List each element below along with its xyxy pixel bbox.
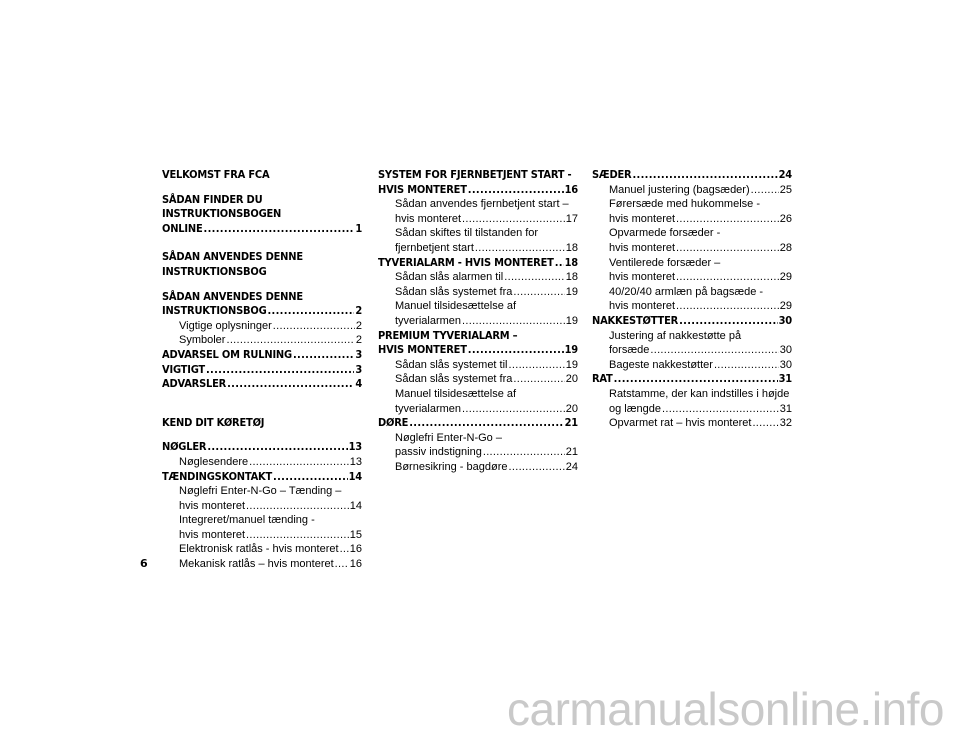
- toc-keyless-line1[interactable]: Nøglefri Enter-N-Go – Tænding –: [179, 485, 342, 498]
- leader-dots: [462, 314, 565, 329]
- toc-important[interactable]: [162, 363, 362, 378]
- toc-premium-off[interactable]: [378, 372, 578, 387]
- toc-label: ADVARSLER: [162, 377, 227, 391]
- toc-doors[interactable]: [378, 416, 578, 431]
- toc-welcome[interactable]: VELKOMST FRA FCA: [162, 168, 270, 181]
- leader-dots: [249, 455, 349, 470]
- watermark: carmanualsonline.info: [507, 683, 944, 735]
- toc-how-use-b-line1[interactable]: SÅDAN ANVENDES DENNE: [162, 289, 303, 303]
- toc-armrest[interactable]: [592, 299, 792, 314]
- toc-seats[interactable]: [592, 168, 792, 183]
- toc-page: 30: [779, 358, 792, 371]
- toc-page: 3: [355, 347, 362, 361]
- toc-page: 24: [565, 460, 578, 473]
- toc-page: 32: [779, 417, 792, 430]
- toc-label: Bageste nakkestøtter: [609, 358, 713, 371]
- toc-label: DØRE: [378, 416, 409, 430]
- toc-find-online-line1[interactable]: SÅDAN FINDER DU INSTRUKTIONSBOGEN: [162, 192, 282, 221]
- leader-dots: [676, 299, 779, 314]
- toc-page: 20: [565, 373, 578, 386]
- toc-page: 21: [564, 416, 578, 430]
- toc-memory-line1[interactable]: Førersæde med hukommelse -: [609, 198, 760, 211]
- toc-label: hvis monteret: [609, 300, 676, 313]
- toc-hr-front[interactable]: [592, 343, 792, 358]
- leader-dots: [273, 319, 355, 334]
- toc-integrated-line1[interactable]: Integreret/manuel tænding -: [179, 514, 315, 527]
- toc-keys[interactable]: [162, 440, 362, 455]
- toc-column-2: [378, 168, 578, 474]
- toc-premium-manual-line1[interactable]: Manuel tilsidesættelse af: [395, 387, 517, 400]
- toc-remote-start-line1[interactable]: SYSTEM FOR FJERNBETJENT START -: [378, 168, 572, 181]
- toc-page: 16: [564, 182, 578, 196]
- toc-page: 13: [349, 455, 362, 468]
- toc-passive[interactable]: [378, 445, 578, 460]
- leader-dots: [752, 416, 778, 431]
- toc-warnings[interactable]: [162, 377, 362, 392]
- toc-page: 30: [779, 344, 792, 357]
- toc-page: 26: [779, 212, 792, 225]
- leader-dots: [555, 256, 564, 271]
- toc-label: fjernbetjent start: [395, 241, 474, 254]
- toc-memory[interactable]: [592, 212, 792, 227]
- toc-keyless[interactable]: [162, 499, 362, 514]
- toc-label: Opvarmet rat – hvis monteret: [609, 417, 752, 430]
- leader-dots: [293, 348, 354, 363]
- toc-armrest-line1[interactable]: 40/20/40 armlæn på bagsæde -: [609, 285, 764, 298]
- toc-alarm-off[interactable]: [378, 285, 578, 300]
- toc-page: 2: [355, 334, 362, 347]
- toc-label: Elektronisk ratlås - hvis monteret: [179, 543, 339, 556]
- toc-rs-switch-line1[interactable]: Sådan skiftes til tilstanden for: [395, 227, 539, 240]
- leader-dots: [650, 343, 778, 358]
- leader-dots: [468, 343, 564, 358]
- leader-dots: [513, 285, 564, 300]
- leader-dots: [227, 377, 354, 392]
- toc-hr-front-line1[interactable]: Justering af nakkestøtte på: [609, 329, 742, 342]
- leader-dots: [632, 168, 777, 183]
- toc-column-3: [592, 168, 792, 431]
- toc-label: Vigtige oplysninger: [179, 319, 272, 332]
- toc-alarm-on[interactable]: [378, 270, 578, 285]
- toc-wheel[interactable]: [592, 372, 792, 387]
- toc-heated-wheel[interactable]: [592, 416, 792, 431]
- toc-heated[interactable]: [592, 241, 792, 256]
- toc-key-fob[interactable]: [162, 455, 362, 470]
- toc-page: 19: [565, 314, 578, 327]
- toc-alarm-manual-line1[interactable]: Manuel tilsidesættelse af: [395, 300, 517, 313]
- toc-label: Sådan slås alarmen til: [395, 271, 504, 284]
- leader-dots: [662, 402, 779, 417]
- toc-page: 16: [349, 543, 362, 556]
- toc-label: hvis monteret: [609, 212, 676, 225]
- toc-label: ADVARSEL OM RULNING: [162, 347, 292, 361]
- toc-label: hvis monteret: [179, 499, 246, 512]
- leader-dots: [676, 241, 779, 256]
- toc-label: hvis monteret: [609, 241, 676, 254]
- leader-dots: [475, 241, 565, 256]
- toc-label: forsæde: [609, 344, 650, 357]
- toc-label: tyverialarmen: [395, 402, 462, 415]
- leader-dots: [268, 304, 355, 319]
- toc-label: Sådan slås systemet fra: [395, 373, 513, 386]
- toc-page: 13: [348, 440, 362, 454]
- toc-page: 25: [779, 183, 792, 196]
- toc-page: 15: [349, 528, 362, 541]
- toc-label: hvis monteret: [179, 528, 246, 541]
- toc-tilt[interactable]: [592, 402, 792, 417]
- toc-label: TYVERIALARM - HVIS MONTERET: [378, 255, 554, 269]
- toc-page: 17: [565, 212, 578, 225]
- page-number: 6: [140, 557, 148, 570]
- leader-dots: [204, 222, 355, 237]
- toc-passive-line1[interactable]: Nøglefri Enter-N-Go –: [395, 431, 502, 444]
- toc-page: 14: [349, 499, 362, 512]
- toc-label: NØGLER: [162, 440, 207, 454]
- leader-dots: [206, 363, 354, 378]
- leader-dots: [751, 183, 779, 198]
- leader-dots: [504, 270, 565, 285]
- toc-how-use-b[interactable]: [162, 304, 362, 319]
- toc-page: 14: [348, 469, 362, 483]
- toc-page: 28: [779, 241, 792, 254]
- toc-label: INSTRUKTIONSBOG: [162, 304, 267, 318]
- toc-manual-adj[interactable]: [592, 183, 792, 198]
- toc-page: 20: [565, 402, 578, 415]
- toc-page: 18: [565, 271, 578, 284]
- toc-rollover[interactable]: [162, 348, 362, 363]
- toc-electronic-lock[interactable]: [162, 542, 362, 557]
- toc-important-info[interactable]: [162, 319, 362, 334]
- toc-alarm[interactable]: [378, 256, 578, 271]
- leader-dots: [679, 314, 778, 329]
- leader-dots: [676, 212, 779, 227]
- toc-tilt-line1[interactable]: Ratstamme, der kan indstilles i højde: [609, 387, 790, 400]
- toc-page: 4: [355, 377, 362, 391]
- toc-vent[interactable]: [592, 270, 792, 285]
- leader-dots: [462, 212, 565, 227]
- toc-page: 19: [564, 343, 578, 357]
- leader-dots: [509, 460, 565, 475]
- leader-dots: [462, 402, 565, 417]
- toc-vent-line1[interactable]: Ventilerede forsæder –: [609, 256, 721, 269]
- toc-label: Sådan slås systemet til: [395, 358, 508, 371]
- toc-page: 29: [779, 300, 792, 313]
- toc-page: 1: [355, 221, 362, 235]
- toc-premium-line1[interactable]: PREMIUM TYVERIALARM –: [378, 328, 518, 342]
- toc-how-use-a-line2[interactable]: INSTRUKTIONSBOG: [162, 264, 267, 278]
- toc-label: Symboler: [179, 334, 226, 347]
- leader-dots: [340, 542, 349, 557]
- leader-dots: [409, 416, 563, 431]
- toc-rs-use-line1[interactable]: Sådan anvendes fjernbetjent start –: [395, 198, 569, 211]
- leader-dots: [614, 372, 778, 387]
- toc-premium[interactable]: [378, 343, 578, 358]
- toc-label: Børnesikring - bagdøre: [395, 460, 508, 473]
- toc-headrests[interactable]: [592, 314, 792, 329]
- leader-dots: [676, 270, 779, 285]
- toc-label: NAKKESTØTTER: [592, 313, 679, 327]
- toc-find-online[interactable]: [162, 222, 362, 237]
- toc-label: HVIS MONTERET: [378, 343, 467, 357]
- toc-premium-on[interactable]: [378, 358, 578, 373]
- leader-dots: [509, 358, 565, 373]
- toc-know-vehicle[interactable]: KEND DIT KØRETØJ: [162, 415, 265, 429]
- toc-mechanical-lock[interactable]: [162, 557, 362, 572]
- leader-dots: [468, 183, 564, 198]
- toc-label: VIGTIGT: [162, 362, 205, 376]
- toc-label: RAT: [592, 372, 613, 386]
- toc-ignition[interactable]: [162, 470, 362, 485]
- toc-label: passiv indstigning: [395, 446, 482, 459]
- toc-label: tyverialarmen: [395, 314, 462, 327]
- toc-label: Mekanisk ratlås – hvis monteret: [179, 558, 334, 571]
- toc-hr-rear[interactable]: [592, 358, 792, 373]
- toc-label: SÆDER: [592, 168, 632, 181]
- leader-dots: [513, 372, 564, 387]
- toc-label: hvis monteret: [395, 212, 462, 225]
- toc-label: Manuel justering (bagsæder): [609, 183, 750, 196]
- toc-page: 31: [779, 402, 792, 415]
- leader-dots: [335, 557, 349, 572]
- toc-rs-switch[interactable]: [378, 241, 578, 256]
- toc-page: 21: [565, 446, 578, 459]
- toc-page: 31: [778, 372, 792, 386]
- toc-page: 19: [565, 285, 578, 298]
- toc-page: 18: [564, 255, 578, 269]
- toc-remote-start[interactable]: [378, 183, 578, 198]
- leader-dots: [207, 440, 347, 455]
- leader-dots: [246, 499, 349, 514]
- toc-label: Sådan slås systemet fra: [395, 285, 513, 298]
- leader-dots: [246, 528, 349, 543]
- toc-how-use-a-line1[interactable]: SÅDAN ANVENDES DENNE: [162, 250, 303, 264]
- toc-label: ONLINE: [162, 221, 203, 235]
- leader-dots: [226, 333, 354, 348]
- toc-page: 2: [355, 319, 362, 332]
- toc-page: 24: [778, 168, 792, 181]
- toc-column-1: [162, 168, 362, 572]
- toc-page: 19: [565, 358, 578, 371]
- toc-page: 2: [355, 304, 362, 318]
- toc-label: og længde: [609, 402, 661, 415]
- toc-label: Nøglesendere: [179, 455, 249, 468]
- toc-page: 16: [349, 558, 362, 571]
- toc-alarm-manual[interactable]: [378, 314, 578, 329]
- toc-label: HVIS MONTERET: [378, 182, 467, 196]
- toc-symbols[interactable]: [162, 333, 362, 348]
- toc-premium-manual[interactable]: [378, 402, 578, 417]
- leader-dots: [483, 445, 565, 460]
- toc-child-lock[interactable]: [378, 460, 578, 475]
- toc-label: hvis monteret: [609, 271, 676, 284]
- toc-rs-use[interactable]: [378, 212, 578, 227]
- leader-dots: [714, 358, 779, 373]
- toc-page: 3: [355, 362, 362, 376]
- toc-page: 29: [779, 271, 792, 284]
- toc-heated-line1[interactable]: Opvarmede forsæder -: [609, 227, 721, 240]
- toc-page: 30: [778, 313, 792, 327]
- toc-integrated[interactable]: [162, 528, 362, 543]
- toc-page: 18: [565, 241, 578, 254]
- toc-label: TÆNDINGSKONTAKT: [162, 469, 273, 483]
- leader-dots: [273, 470, 348, 485]
